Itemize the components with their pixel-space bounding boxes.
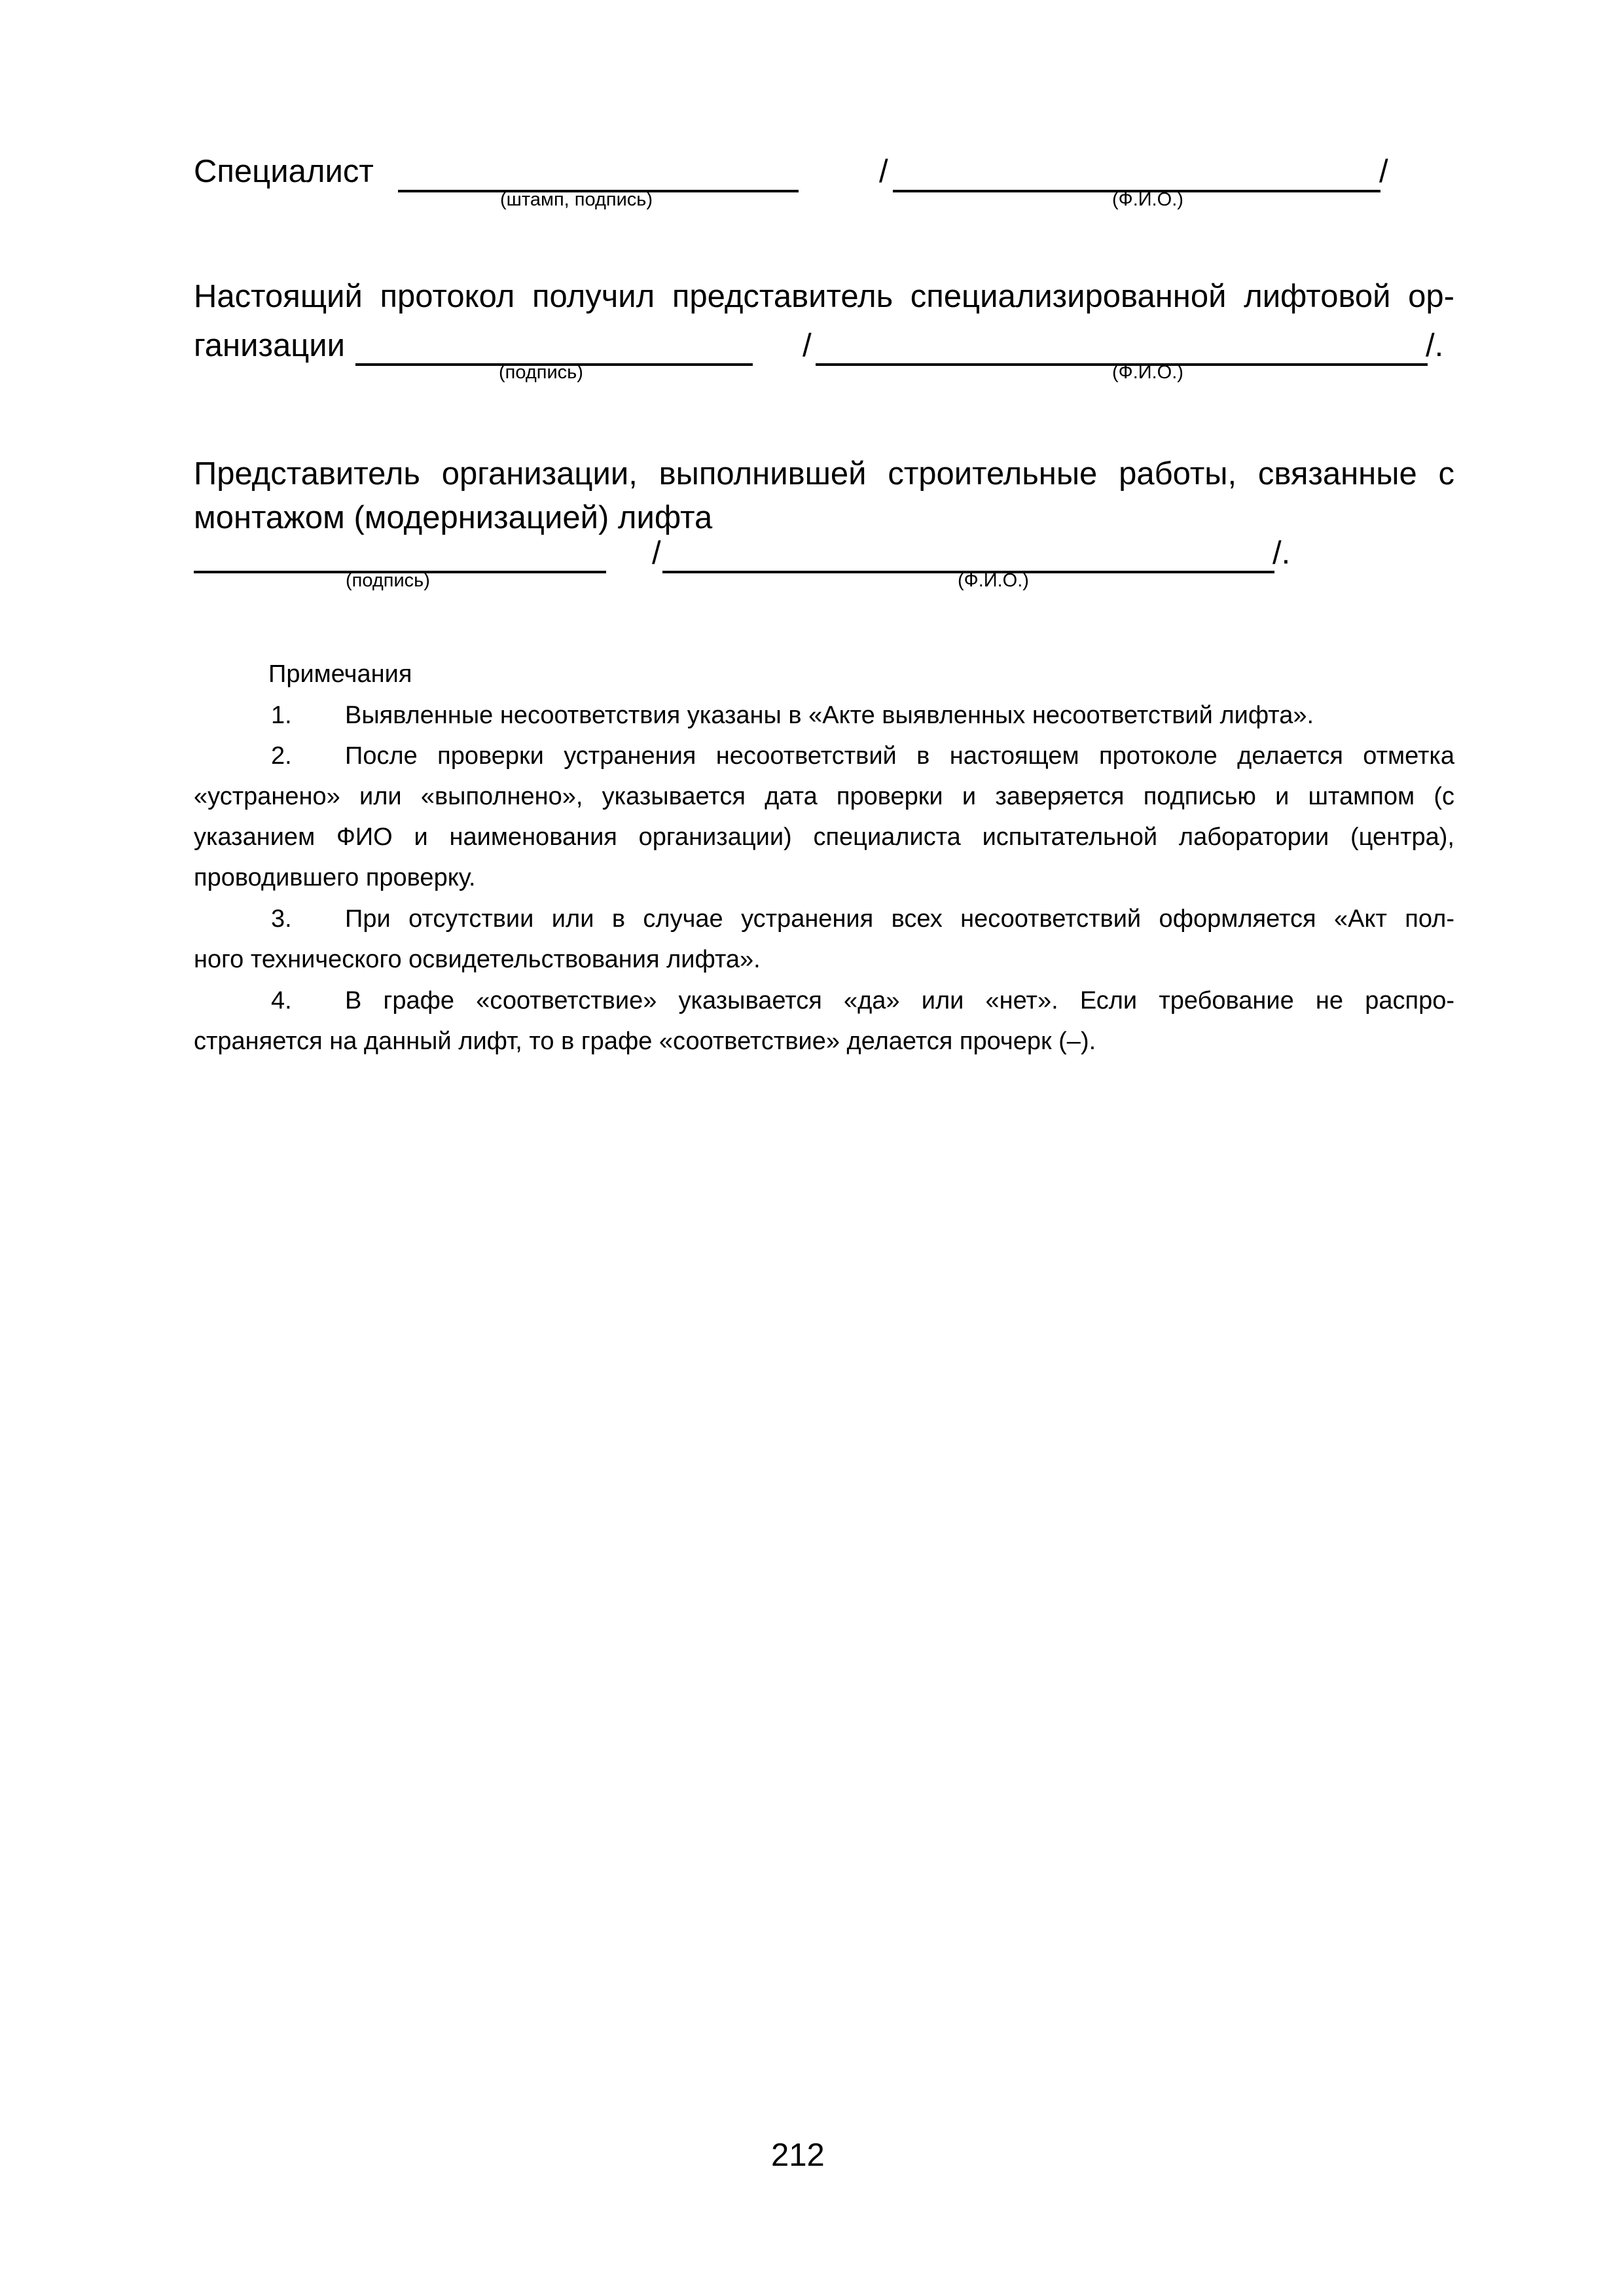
note-text-line: страняется на данный лифт, то в графе «соответствие» делается прочерк (–). bbox=[194, 1028, 1096, 1055]
note-text-line: После проверки устранения несоответствий в настоящем протоколе делается отметка bbox=[345, 742, 1454, 770]
note-number: 2. bbox=[271, 742, 292, 770]
specialist-slash-right: / bbox=[1379, 154, 1388, 189]
lift-org-text: Настоящий протокол получил представитель специализированной лифтовой ор- bbox=[194, 279, 1454, 314]
note-number: 4. bbox=[271, 987, 292, 1014]
builder-sign-caption: (подпись) bbox=[346, 570, 430, 591]
lift-org-label: ганизации bbox=[194, 328, 346, 363]
lift-org-sign-caption: (подпись) bbox=[499, 362, 583, 383]
specialist-label: Специалист bbox=[194, 154, 374, 189]
page-number: 212 bbox=[771, 2138, 825, 2173]
lift-org-slash-right: /. bbox=[1426, 328, 1444, 363]
note-text-line: Выявленные несоответствия указаны в «Акте выявленных несоответствий лифта». bbox=[345, 702, 1314, 729]
note-text-line: ного технического освидетельствования лифта». bbox=[194, 946, 761, 973]
note-text-line: В графе «соответствие» указывается «да» или «нет». Если требование не распро- bbox=[345, 987, 1454, 1014]
builder-text-line-2: монтажом (модернизацией) лифта bbox=[194, 500, 713, 535]
note-text-line: указанием ФИО и наименования организации) специалиста испытательной лаборатории (центра), bbox=[194, 823, 1454, 851]
notes-heading: Примечания bbox=[268, 660, 412, 688]
note-text-line: «устранено» или «выполнено», указывается дата проверки и заверяется подписью и штампом (с bbox=[194, 783, 1454, 810]
builder-text-line-1 bbox=[194, 455, 1454, 493]
builder-text: Представитель организации, выполнившей строительные работы, связанные с bbox=[194, 456, 1454, 492]
note-text-line: проводившего проверку. bbox=[194, 864, 476, 891]
note-number: 3. bbox=[271, 905, 292, 933]
specialist-stamp-caption: (штамп, подпись) bbox=[500, 189, 653, 210]
lift-org-slash-left: / bbox=[803, 328, 812, 363]
note-text-line: При отсутствии или в случае устранения всех несоответствий оформляется «Акт пол- bbox=[345, 905, 1454, 933]
builder-slash-right: /. bbox=[1272, 535, 1291, 571]
builder-slash-left: / bbox=[652, 535, 661, 571]
note-number: 1. bbox=[271, 702, 292, 729]
lift-org-fio-caption: (Ф.И.О.) bbox=[1112, 362, 1183, 383]
specialist-fio-caption: (Ф.И.О.) bbox=[1112, 189, 1183, 210]
lift-org-text-line-1 bbox=[194, 278, 1454, 316]
specialist-slash-left: / bbox=[879, 154, 888, 189]
builder-fio-caption: (Ф.И.О.) bbox=[958, 570, 1029, 591]
